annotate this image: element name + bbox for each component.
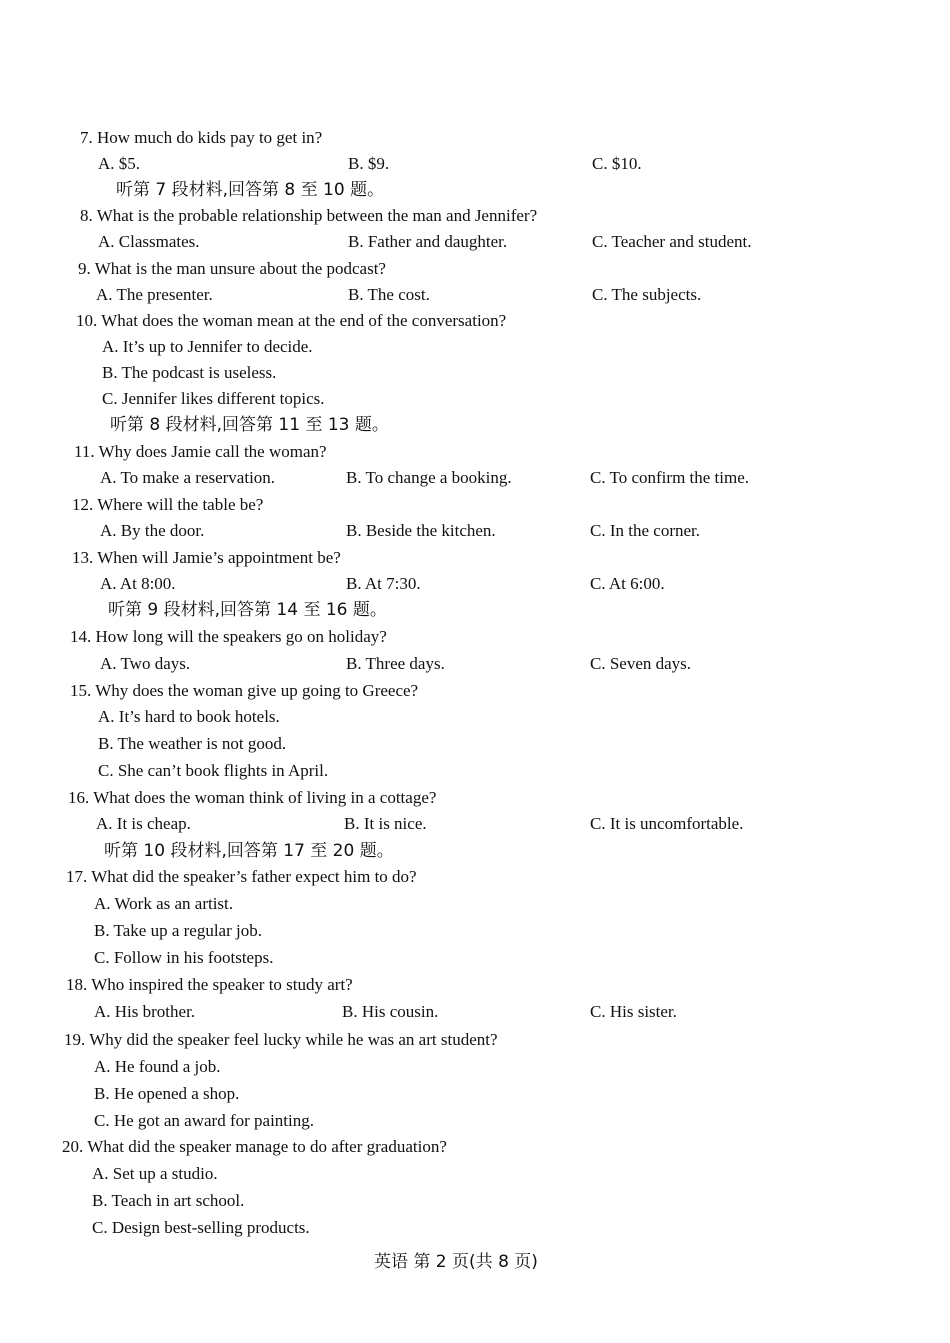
question-19: 19. Why did the speaker feel lucky while he was an art student? [64,1030,498,1049]
option-17a: A. Work as an artist. [94,894,234,913]
question-7: 7. How much do kids pay to get in? [80,128,323,147]
option-12c: C. In the corner. [590,521,700,540]
question-12: 12. Where will the table be? [72,495,264,514]
question-8: 8. What is the probable relationship between the man and Jennifer? [80,206,538,225]
option-9b: B. The cost. [348,285,430,304]
option-10b: B. The podcast is useless. [102,363,277,382]
option-14a: A. Two days. [100,654,191,673]
option-13a: A. At 8:00. [100,574,176,593]
section-heading-7: 听第 7 段材料,回答第 8 至 10 题。 [116,180,385,200]
option-15a: A. It’s hard to book hotels. [98,707,280,726]
option-11c: C. To confirm the time. [590,468,750,487]
question-17: 17. What did the speaker’s father expect him to do? [66,867,417,886]
option-18b: B. His cousin. [342,1002,439,1021]
option-19b: B. He opened a shop. [94,1084,240,1103]
question-14: 14. How long will the speakers go on holiday? [70,627,387,646]
option-15b: B. The weather is not good. [98,734,287,753]
question-18: 18. Who inspired the speaker to study art? [66,975,353,994]
option-15c: C. She can’t book flights in April. [98,761,329,780]
question-16: 16. What does the woman think of living in a cottage? [68,788,437,807]
question-9: 9. What is the man unsure about the podcast? [78,259,386,278]
option-19c: C. He got an award for painting. [94,1111,314,1130]
option-9c: C. The subjects. [592,285,702,304]
question-11: 11. Why does Jamie call the woman? [74,442,327,461]
option-7a: A. $5. [98,154,141,173]
page-footer: 英语 第 2 页(共 8 页) [374,1252,538,1272]
option-13c: C. At 6:00. [590,574,665,593]
option-12a: A. By the door. [100,521,205,540]
option-17c: C. Follow in his footsteps. [94,948,274,967]
question-20: 20. What did the speaker manage to do after graduation? [62,1137,447,1156]
option-11a: A. To make a reservation. [100,468,276,487]
option-17b: B. Take up a regular job. [94,921,262,940]
option-9a: A. The presenter. [96,285,213,304]
option-16c: C. It is uncomfortable. [590,814,744,833]
option-20a: A. Set up a studio. [92,1164,218,1183]
option-18c: C. His sister. [590,1002,677,1021]
option-18a: A. His brother. [94,1002,196,1021]
option-8c: C. Teacher and student. [592,232,752,251]
option-20b: B. Teach in art school. [92,1191,245,1210]
section-heading-9: 听第 9 段材料,回答第 14 至 16 题。 [108,600,387,620]
option-11b: B. To change a booking. [346,468,512,487]
option-10c: C. Jennifer likes different topics. [102,389,325,408]
option-19a: A. He found a job. [94,1057,221,1076]
section-heading-10: 听第 10 段材料,回答第 17 至 20 题。 [104,841,394,861]
option-14b: B. Three days. [346,654,445,673]
question-13: 13. When will Jamie’s appointment be? [72,548,341,567]
option-16b: B. It is nice. [344,814,427,833]
option-10a: A. It’s up to Jennifer to decide. [102,337,313,356]
option-8a: A. Classmates. [98,232,200,251]
option-12b: B. Beside the kitchen. [346,521,496,540]
option-7c: C. $10. [592,154,642,173]
question-15: 15. Why does the woman give up going to Greece? [70,681,419,700]
option-7b: B. $9. [348,154,390,173]
option-8b: B. Father and daughter. [348,232,508,251]
option-16a: A. It is cheap. [96,814,191,833]
question-10: 10. What does the woman mean at the end of the conversation? [76,311,507,330]
section-heading-8: 听第 8 段材料,回答第 11 至 13 题。 [110,415,389,435]
option-14c: C. Seven days. [590,654,692,673]
option-20c: C. Design best-selling products. [92,1218,310,1237]
option-13b: B. At 7:30. [346,574,421,593]
